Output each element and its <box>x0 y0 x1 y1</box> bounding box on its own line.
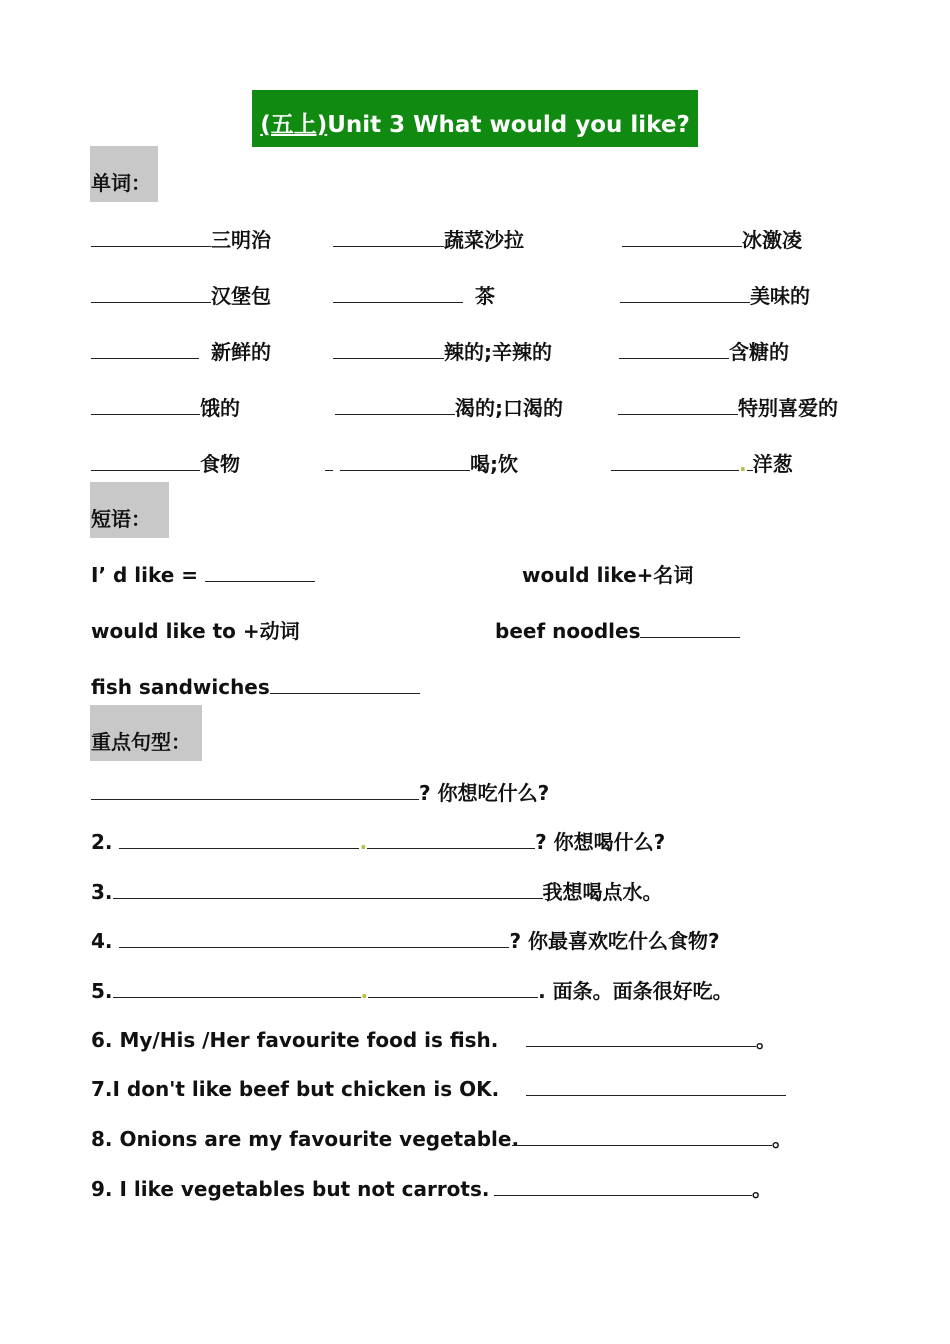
sentence-3 <box>91 880 663 904</box>
sentence-6-answer <box>526 1028 776 1052</box>
word-label: 渴的;口渴的 <box>455 396 563 420</box>
word-row-4-col-2 <box>335 396 563 420</box>
sentence-9 <box>91 1177 490 1201</box>
section-words: 单词： <box>90 146 158 202</box>
mark-dot: . <box>739 452 747 476</box>
phrase-text: fish sandwiches <box>91 675 270 699</box>
section-phrases: 短语： <box>90 482 169 538</box>
sentence-text: 我想喝点水。 <box>542 880 663 904</box>
phrase-4 <box>495 619 740 643</box>
word-row-2-col-1 <box>91 284 271 308</box>
sentence-7-answer <box>526 1077 786 1101</box>
word-label: 茶 <box>475 284 495 308</box>
word-row-1-col-1 <box>91 228 271 252</box>
answer-blank[interactable] <box>333 284 463 303</box>
word-label: 美味的 <box>750 284 810 308</box>
section-sentences: 重点句型： <box>90 705 202 761</box>
answer-blank[interactable] <box>333 340 444 359</box>
sentence-number: 2. <box>91 830 113 854</box>
answer-blank[interactable] <box>113 979 361 998</box>
word-row-3-col-2 <box>333 340 552 364</box>
answer-blank[interactable] <box>340 452 470 471</box>
word-row-5-col-3 <box>611 452 793 476</box>
word-row-1-col-3 <box>622 228 802 252</box>
sentence-text: 7.I don't like beef but chicken is OK. <box>91 1077 500 1101</box>
word-label: 新鲜的 <box>211 340 271 364</box>
sentence-text: 8. Onions are my favourite vegetable. <box>91 1127 520 1151</box>
phrase-3: would like to +动词 <box>91 619 300 643</box>
word-row-4-col-3 <box>618 396 838 420</box>
sentence-1 <box>91 781 549 805</box>
answer-blank[interactable] <box>367 830 535 849</box>
answer-blank[interactable] <box>526 1077 786 1096</box>
word-label: 洋葱 <box>752 452 793 476</box>
phrase-2: would like+名词 <box>522 563 694 587</box>
answer-blank[interactable] <box>325 452 333 471</box>
answer-blank[interactable] <box>91 228 211 247</box>
sentence-text: ? 你想喝什么? <box>535 830 666 854</box>
phrase-text: I’ d like = <box>91 563 199 587</box>
word-row-3-col-3 <box>619 340 789 364</box>
word-row-5-col-2 <box>325 452 518 476</box>
word-label: 特别喜爱的 <box>738 396 838 420</box>
sentence-5 <box>91 979 733 1003</box>
word-row-1-col-2 <box>333 228 524 252</box>
word-row-5-col-1 <box>91 452 240 476</box>
word-label: 喝;饮 <box>470 452 518 476</box>
word-label: 辣的;辛辣的 <box>444 340 552 364</box>
sentence-end: 。 <box>772 1127 792 1151</box>
phrase-1 <box>91 563 315 587</box>
page-title <box>252 90 698 147</box>
word-row-2-col-2 <box>333 284 495 308</box>
answer-blank[interactable] <box>270 675 420 694</box>
answer-blank[interactable] <box>119 929 509 948</box>
sentence-8 <box>91 1127 519 1151</box>
answer-blank[interactable] <box>91 781 419 800</box>
sentence-end: 。 <box>756 1028 776 1052</box>
sentence-number: 3. <box>91 880 113 904</box>
sentence-text: . 面条。面条很好吃。 <box>538 979 733 1003</box>
word-label: 饿的 <box>200 396 240 420</box>
answer-blank[interactable] <box>618 396 738 415</box>
answer-blank[interactable] <box>333 228 444 247</box>
answer-blank[interactable] <box>91 452 200 471</box>
mark-dot: . <box>359 830 368 854</box>
answer-blank[interactable] <box>619 340 729 359</box>
sentence-7 <box>91 1077 499 1101</box>
answer-blank[interactable] <box>91 340 199 359</box>
answer-blank[interactable] <box>620 284 750 303</box>
answer-blank[interactable] <box>368 979 538 998</box>
sentence-number: 4. <box>91 929 113 953</box>
sentence-text: 9. I like vegetables but not carrots. <box>91 1177 490 1201</box>
answer-blank[interactable] <box>91 284 211 303</box>
sentence-end: 。 <box>752 1177 772 1201</box>
sentence-4 <box>91 929 720 953</box>
answer-blank[interactable] <box>526 1028 756 1047</box>
word-row-4-col-1 <box>91 396 240 420</box>
word-label: 蔬菜沙拉 <box>444 228 524 252</box>
word-label: 含糖的 <box>729 340 789 364</box>
answer-blank[interactable] <box>205 563 315 582</box>
word-label: 冰激凌 <box>742 228 802 252</box>
word-label: 三明治 <box>211 228 271 252</box>
title-prefix: (五上) <box>260 112 328 138</box>
answer-blank[interactable] <box>91 396 200 415</box>
sentence-9-answer <box>494 1177 772 1201</box>
sentence-text: 6. My/His /Her favourite food is fish. <box>91 1028 499 1052</box>
answer-blank[interactable] <box>335 396 455 415</box>
answer-blank[interactable] <box>512 1127 772 1146</box>
sentence-8-answer <box>512 1127 792 1151</box>
title-main: Unit 3 What would you like? <box>327 112 690 138</box>
sentence-text: ? 你最喜欢吃什么食物? <box>509 929 720 953</box>
word-row-2-col-3 <box>620 284 810 308</box>
answer-blank[interactable] <box>611 452 739 471</box>
answer-blank[interactable] <box>119 830 359 849</box>
answer-blank[interactable] <box>113 880 543 899</box>
sentence-2 <box>91 830 665 854</box>
sentence-6 <box>91 1028 498 1052</box>
answer-blank[interactable] <box>640 619 740 638</box>
word-label: 汉堡包 <box>211 284 271 308</box>
word-label: 食物 <box>200 452 240 476</box>
phrase-text: beef noodles <box>495 619 641 643</box>
answer-blank[interactable] <box>494 1177 752 1196</box>
phrase-5 <box>91 675 420 699</box>
sentence-number: 5. <box>91 979 113 1003</box>
answer-blank[interactable] <box>622 228 742 247</box>
mark-dot: . <box>360 979 369 1003</box>
sentence-text: ? 你想吃什么? <box>419 781 550 805</box>
word-row-3-col-1 <box>91 340 271 364</box>
